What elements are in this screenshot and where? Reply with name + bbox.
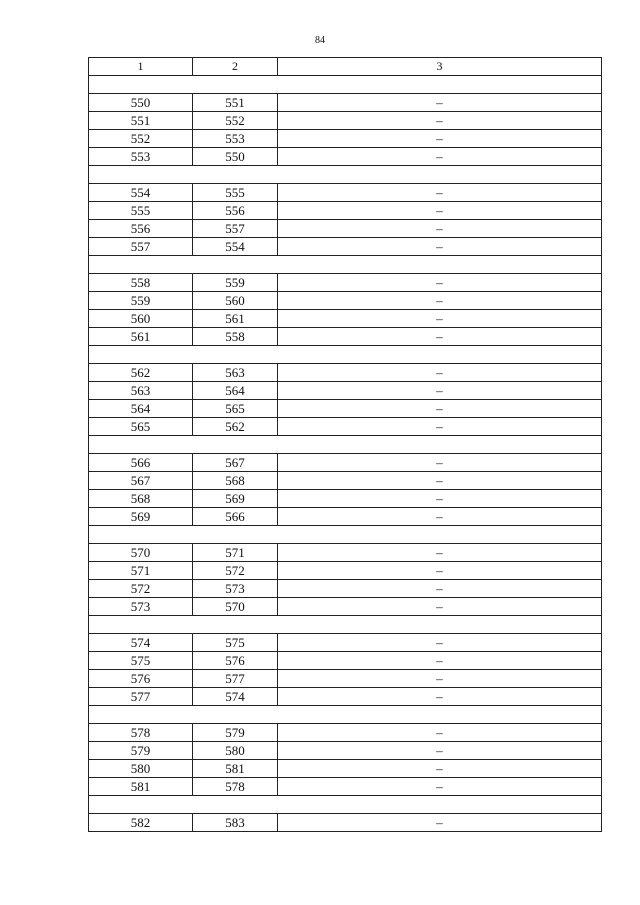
table-row (89, 580, 602, 598)
table-cell-col-3: – (278, 112, 602, 130)
table-cell-col-3: – (278, 598, 602, 616)
table-cell-col-1: 573 (89, 598, 193, 616)
table-cell-col-2: 575 (193, 634, 278, 652)
group-separator-row (89, 796, 602, 814)
table-cell-col-2: 569 (193, 490, 278, 508)
table-cell-col-3: – (278, 580, 602, 598)
table-row (89, 400, 602, 418)
table-cell-col-1: 582 (89, 814, 193, 832)
table-row (89, 94, 602, 112)
table-cell-col-1: 579 (89, 742, 193, 760)
group-separator-row (89, 256, 602, 274)
table-cell-col-1: 565 (89, 418, 193, 436)
table-row (89, 814, 602, 832)
group-separator-cell (89, 796, 602, 814)
table-cell-col-3: – (278, 652, 602, 670)
table-cell-col-1: 562 (89, 364, 193, 382)
group-separator-cell (89, 166, 602, 184)
table-row (89, 184, 602, 202)
table-cell-col-3: – (278, 148, 602, 166)
table-cell-col-1: 564 (89, 400, 193, 418)
table-row (89, 310, 602, 328)
table-cell-col-1: 551 (89, 112, 193, 130)
table-row (89, 472, 602, 490)
table-cell-col-3: – (278, 778, 602, 796)
table-cell-col-1: 575 (89, 652, 193, 670)
table-cell-col-1: 577 (89, 688, 193, 706)
table-cell-col-1: 580 (89, 760, 193, 778)
table-cell-col-3: – (278, 742, 602, 760)
table-cell-col-1: 554 (89, 184, 193, 202)
table-row (89, 508, 602, 526)
table-header-row (89, 58, 602, 76)
table-cell-col-2: 572 (193, 562, 278, 580)
table-cell-col-2: 573 (193, 580, 278, 598)
table-cell-col-2: 559 (193, 274, 278, 292)
table-row (89, 148, 602, 166)
table-cell-col-3: – (278, 508, 602, 526)
table-cell-col-3: – (278, 634, 602, 652)
column-header-3: 3 (278, 58, 602, 76)
table-cell-col-2: 570 (193, 598, 278, 616)
table-row (89, 112, 602, 130)
table-cell-col-3: – (278, 220, 602, 238)
group-separator-cell (89, 346, 602, 364)
table-cell-col-2: 557 (193, 220, 278, 238)
group-separator-cell (89, 706, 602, 724)
table-row (89, 688, 602, 706)
table-cell-col-1: 571 (89, 562, 193, 580)
table-cell-col-2: 561 (193, 310, 278, 328)
table-cell-col-3: – (278, 94, 602, 112)
table-cell-col-3: – (278, 688, 602, 706)
table-row (89, 670, 602, 688)
group-separator-row (89, 166, 602, 184)
group-separator-cell (89, 76, 602, 94)
table-cell-col-2: 555 (193, 184, 278, 202)
table-cell-col-1: 568 (89, 490, 193, 508)
table-cell-col-2: 551 (193, 94, 278, 112)
table-row (89, 292, 602, 310)
table-cell-col-1: 572 (89, 580, 193, 598)
table-row (89, 490, 602, 508)
table-row (89, 634, 602, 652)
table-row (89, 760, 602, 778)
table-cell-col-2: 583 (193, 814, 278, 832)
table-cell-col-3: – (278, 382, 602, 400)
table-cell-col-2: 579 (193, 724, 278, 742)
table-cell-col-3: – (278, 130, 602, 148)
table-cell-col-2: 556 (193, 202, 278, 220)
table-cell-col-3: – (278, 400, 602, 418)
table-cell-col-3: – (278, 814, 602, 832)
table-cell-col-2: 553 (193, 130, 278, 148)
table-cell-col-2: 577 (193, 670, 278, 688)
group-separator-row (89, 76, 602, 94)
table-row (89, 454, 602, 472)
table-cell-col-1: 561 (89, 328, 193, 346)
group-separator-cell (89, 616, 602, 634)
data-table (88, 57, 602, 832)
table-cell-col-1: 558 (89, 274, 193, 292)
table-cell-col-1: 552 (89, 130, 193, 148)
table-cell-col-1: 557 (89, 238, 193, 256)
table-row (89, 598, 602, 616)
table-cell-col-1: 566 (89, 454, 193, 472)
table-row (89, 778, 602, 796)
table-row (89, 562, 602, 580)
table-row (89, 724, 602, 742)
table-cell-col-3: – (278, 472, 602, 490)
table-cell-col-1: 560 (89, 310, 193, 328)
table-cell-col-3: – (278, 724, 602, 742)
table-cell-col-3: – (278, 670, 602, 688)
table-cell-col-3: – (278, 544, 602, 562)
table-row (89, 418, 602, 436)
table-cell-col-3: – (278, 202, 602, 220)
table-cell-col-3: – (278, 490, 602, 508)
table-row (89, 274, 602, 292)
table-cell-col-1: 556 (89, 220, 193, 238)
table-row (89, 220, 602, 238)
table-cell-col-2: 568 (193, 472, 278, 490)
table-cell-col-2: 578 (193, 778, 278, 796)
group-separator-row (89, 526, 602, 544)
table-cell-col-3: – (278, 364, 602, 382)
page-number: 84 (315, 35, 325, 46)
table-row (89, 130, 602, 148)
table-cell-col-3: – (278, 274, 602, 292)
table-cell-col-1: 563 (89, 382, 193, 400)
table-cell-col-2: 563 (193, 364, 278, 382)
group-separator-row (89, 616, 602, 634)
table-row (89, 202, 602, 220)
table-cell-col-3: – (278, 310, 602, 328)
group-separator-row (89, 436, 602, 454)
table-row (89, 238, 602, 256)
table-cell-col-1: 567 (89, 472, 193, 490)
table-row (89, 364, 602, 382)
table-cell-col-1: 570 (89, 544, 193, 562)
group-separator-cell (89, 436, 602, 454)
table-row (89, 382, 602, 400)
table-cell-col-2: 565 (193, 400, 278, 418)
group-separator-cell (89, 256, 602, 274)
table-cell-col-3: – (278, 328, 602, 346)
table-cell-col-1: 578 (89, 724, 193, 742)
table-cell-col-2: 564 (193, 382, 278, 400)
table-cell-col-1: 576 (89, 670, 193, 688)
table-cell-col-2: 566 (193, 508, 278, 526)
column-header-1: 1 (89, 58, 193, 76)
table-cell-col-2: 552 (193, 112, 278, 130)
group-separator-row (89, 706, 602, 724)
table-cell-col-1: 569 (89, 508, 193, 526)
table-cell-col-2: 558 (193, 328, 278, 346)
column-header-2: 2 (193, 58, 278, 76)
table-row (89, 652, 602, 670)
table-row (89, 742, 602, 760)
table-cell-col-1: 574 (89, 634, 193, 652)
table-cell-col-1: 550 (89, 94, 193, 112)
group-separator-cell (89, 526, 602, 544)
table-cell-col-2: 571 (193, 544, 278, 562)
table-cell-col-1: 555 (89, 202, 193, 220)
table-cell-col-2: 576 (193, 652, 278, 670)
table-cell-col-3: – (278, 418, 602, 436)
table-cell-col-1: 581 (89, 778, 193, 796)
table-cell-col-3: – (278, 454, 602, 472)
table-cell-col-2: 554 (193, 238, 278, 256)
table-cell-col-3: – (278, 562, 602, 580)
table-cell-col-2: 560 (193, 292, 278, 310)
table-cell-col-3: – (278, 760, 602, 778)
table-cell-col-2: 581 (193, 760, 278, 778)
group-separator-row (89, 346, 602, 364)
table-cell-col-3: – (278, 184, 602, 202)
table-cell-col-2: 574 (193, 688, 278, 706)
table-row (89, 328, 602, 346)
table-cell-col-2: 550 (193, 148, 278, 166)
table-cell-col-2: 580 (193, 742, 278, 760)
table-body (89, 58, 602, 832)
table-cell-col-3: – (278, 238, 602, 256)
table-cell-col-3: – (278, 292, 602, 310)
table-cell-col-2: 567 (193, 454, 278, 472)
table-cell-col-2: 562 (193, 418, 278, 436)
table-row (89, 544, 602, 562)
table-cell-col-1: 559 (89, 292, 193, 310)
table-cell-col-1: 553 (89, 148, 193, 166)
